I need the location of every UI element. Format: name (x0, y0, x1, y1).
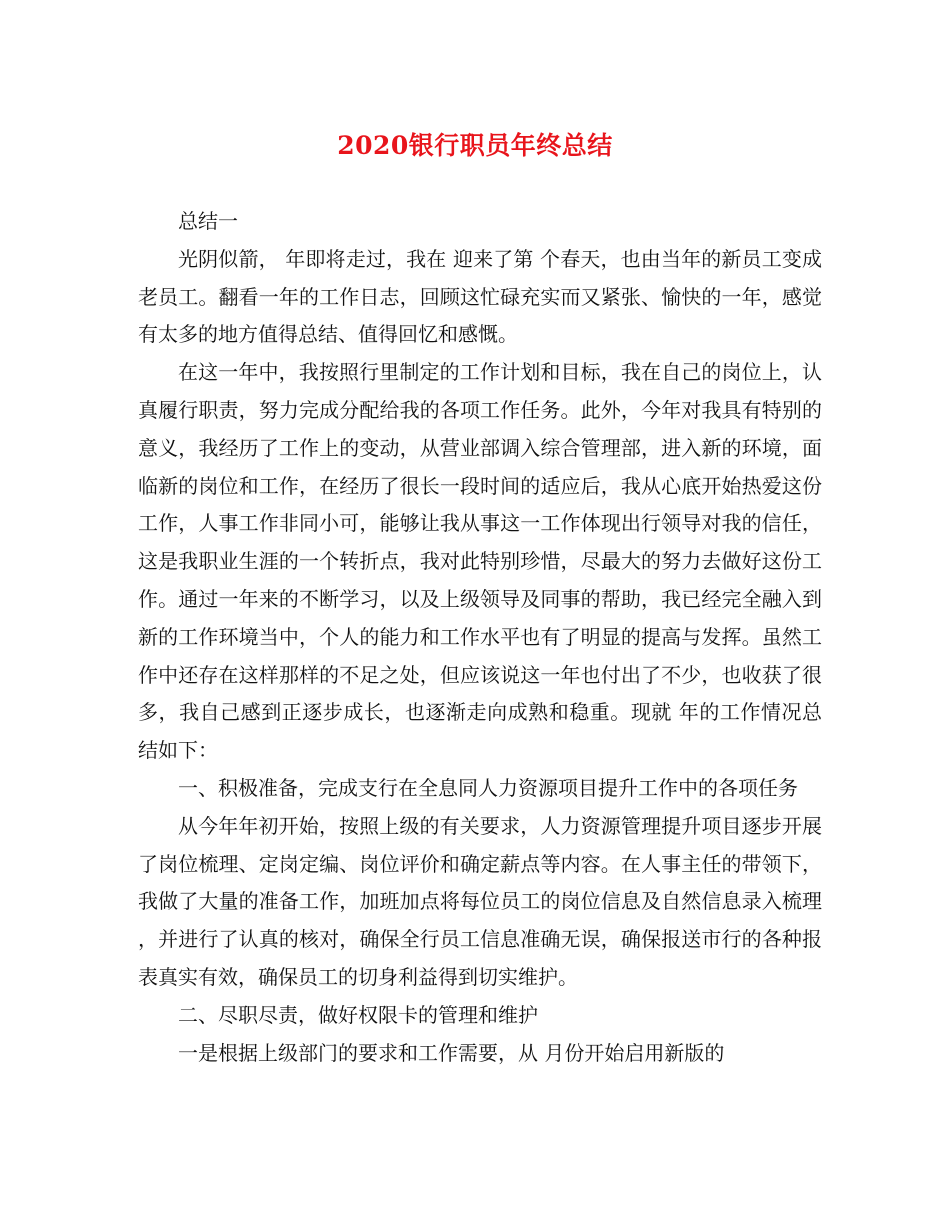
body-paragraph: 在这一年中，我按照行里制定的工作计划和目标，我在自己的岗位上，认真履行职责，努力完成分配给我的各项工作任务。此外，今年对我具有特别的意义，我经历了工作上的变动，从营业部调入综合管理部，进入新的环境，面临新的岗位和工作，在经历了很长一段时间的适应后，我从心底开始热爱这份工作，人事工作非同小可，能够让我从事这一工作体现出行领导对我的信任，这是我职业生涯的一个转折点，我对此特别珍惜，尽最大的努力去做好这份工作。通过一年来的不断学习，以及上级领导及同事的帮助，我已经完全融入到新的工作环境当中，个人的能力和工作水平也有了明显的提高与发挥。虽然工作中还存在这样那样的不足之处，但应该说这一年也付出了不少，也收获了很多，我自己感到正逐步成长，也逐渐走向成熟和稳重。现就 年的工作情况总结如下： (138, 360, 822, 763)
section-heading: 二、尽职尽责，做好权限卡的管理和维护 (178, 1002, 538, 1027)
body-paragraph: 一是根据上级部门的要求和工作需要，从 月份开始启用新版的 (178, 1040, 725, 1065)
document-body (138, 203, 822, 1072)
body-paragraph: 从今年年初开始，按照上级的有关要求，人力资源管理提升项目逐步开展了岗位梳理、定岗定编、岗位评价和确定薪点等内容。在人事主任的带领下，我做了大量的准备工作，加班加点将每位员工的岗位信息及自然信息录入梳理，并进行了认真的核对，确保全行员工信息准确无误，确保报送市行的各种报表真实有效，确保员工的切身利益得到切实维护。 (138, 813, 822, 989)
document-title: 2020银行职员年终总结 (337, 131, 613, 160)
body-paragraph: 光阴似箭， 年即将走过，我在 迎来了第 个春天，也由当年的新员工变成老员工。翻看一年的工作日志，回顾这忙碌充实而又紧张、愉快的一年，感觉有太多的地方值得总结、值得回忆和感慨。 (138, 246, 822, 347)
section-heading: 一、积极准备，完成支行在全息同人力资源项目提升工作中的各项任务 (178, 775, 798, 800)
section-heading-summary-one: 总结一 (178, 209, 238, 233)
